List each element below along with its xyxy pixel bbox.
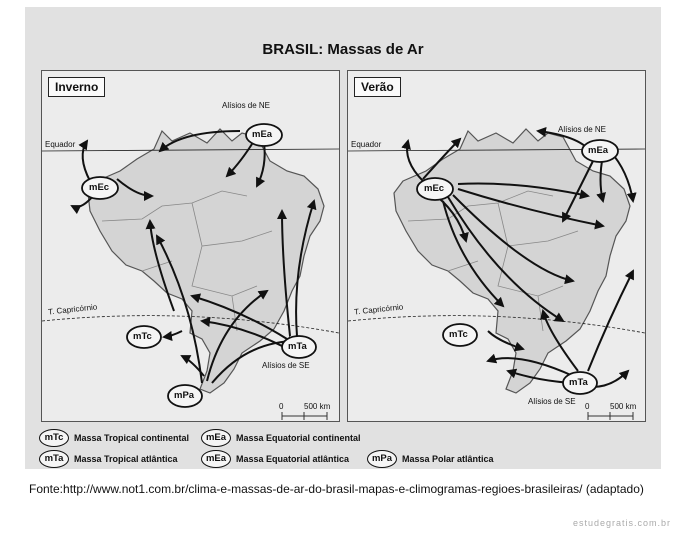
scale-distance: 500 km [610,402,637,411]
map-panel-winter [41,70,340,422]
legend-label: Massa Tropical continental [74,433,190,443]
scale-bar-winter [282,412,327,420]
legend-item-mea [201,450,349,468]
legend-item-mpa [367,450,494,468]
scale-bar-summer [588,412,633,420]
source-caption: Fonte:http://www.not1.com.br/clima-e-massas-de-ar-do-brasil-mapas-e-climogramas-regioes-brasileiras/ (adaptado) [29,482,644,496]
legend-item-mtc [39,429,189,447]
map-summer-canvas [348,71,645,421]
trade-winds-se-label: Alísios de SE [262,361,310,370]
legend-oval: mPa [367,450,397,468]
tropic-label: T. Capricórnio [353,302,404,317]
mass-mTa: mTa [288,341,307,352]
legend-label: Massa Equatorial atlântica [236,454,350,464]
mass-mTa: mTa [569,377,588,388]
mass-mEa: mEa [252,129,273,140]
equator-label: Equador [45,140,76,149]
trade-winds-se-label: Alísios de SE [528,397,576,406]
legend-oval: mTa [39,450,69,468]
scale-zero: 0 [279,402,284,411]
mass-mEc: mEc [424,183,445,194]
season-label-summer: Verão [354,77,401,97]
legend-label: Massa Equatorial continental [236,433,361,443]
trade-winds-ne-label: Alísios de NE [222,101,271,110]
scale-zero: 0 [585,402,590,411]
legend-item-mta [39,450,178,468]
figure-title: BRASIL: Massas de Ar [262,41,424,58]
legend-oval: mTc [39,429,69,447]
mass-mTc: mTc [133,331,152,342]
mass-mPa: mPa [174,390,195,401]
figure [25,7,661,469]
scale-distance: 500 km [304,402,331,411]
tropic-label: T. Capricórnio [47,302,98,317]
watermark: estudegratis.com.br [572,518,671,528]
mass-mEc: mEc [89,182,110,193]
legend-item-mec [201,429,361,447]
map-panel-summer [347,70,646,422]
season-label-winter: Inverno [48,77,105,97]
legend-oval: mEa [201,429,231,447]
equator-label: Equador [351,140,382,149]
legend-label: Massa Tropical atlântica [74,454,178,464]
legend-oval: mEa [201,450,231,468]
mass-mEa: mEa [588,145,609,156]
trade-winds-ne-label: Alísios de NE [558,125,607,134]
mass-mTc: mTc [449,329,468,340]
legend-label: Massa Polar atlântica [402,454,494,464]
